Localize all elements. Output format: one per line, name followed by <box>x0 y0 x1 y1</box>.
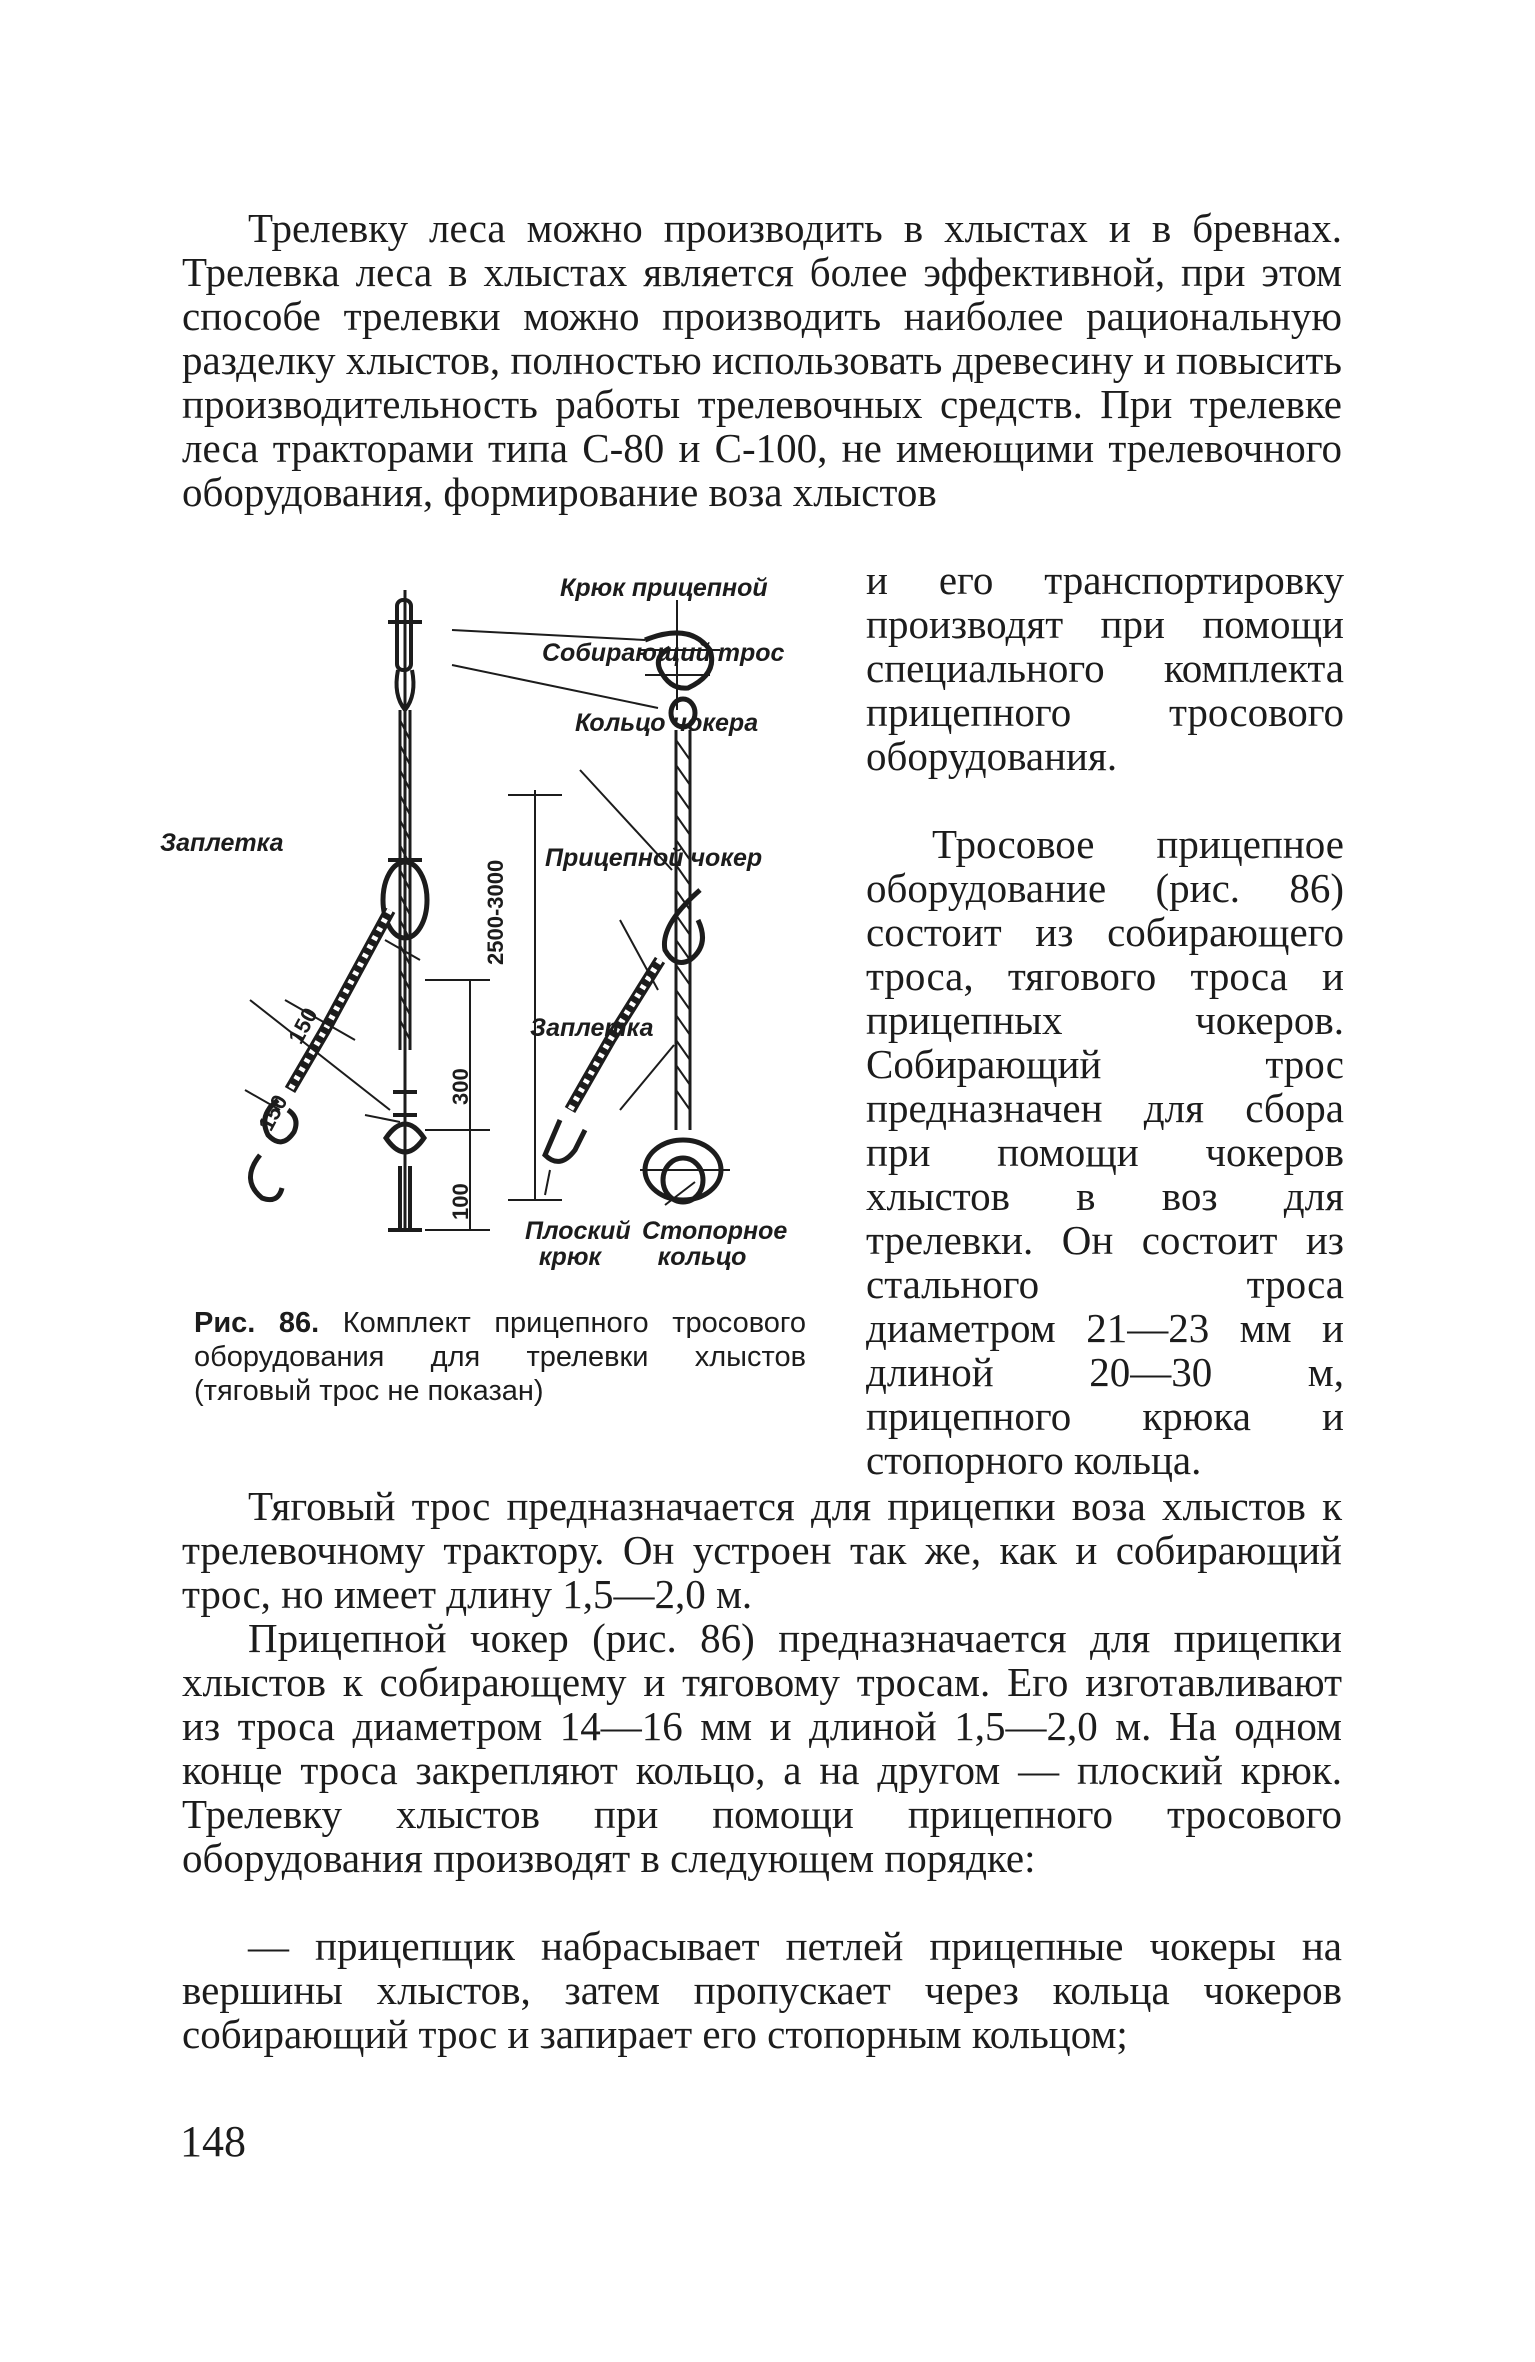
paragraph-procedure-step: — прицепщик набрасывает петлей прицепные чокеры на вершины хлыстов, затем пропускает через кольца чокеров собирающий трос и запирает его стопорным кольцом; <box>182 1923 1342 2057</box>
paragraph-right-1: и его транспортировку производят при помощи специального комплекта прицепного тросового оборудования. <box>866 557 1344 779</box>
label-stop-ring: Стопорное кольцо <box>642 1217 788 1271</box>
caption-text: Комплект прицепного тросового оборудования для трелевки хлыстов (тяговый трос не показан) <box>194 1307 806 1407</box>
dim-length: 2500-3000 <box>483 859 508 965</box>
paragraph-traction-rope: Тяговый трос предназначается для прицепки воза хлыстов к трелевочному трактору. Он устроен так же, как и собирающий трос, но имеет длину 1,5—2,0 м. <box>182 1483 1342 1617</box>
figure-86 <box>160 570 840 1300</box>
figure-drawing <box>190 570 840 1300</box>
caption-label: Рис. 86. <box>194 1307 320 1339</box>
label-splice-right: Заплетка <box>530 1014 654 1042</box>
paragraph-right-2: Тросовое прицепное оборудование (рис. 86) состоит из собирающего троса, тягового троса и прицепных чокеров. Собирающий трос предназначен для сбора при помощи чокеров хлыстов в воз для трелевки. Он состоит из стального троса диаметром 21—23 мм и длиной 20—30 м, прицепного крюка и стопорного кольца. <box>866 821 1344 1483</box>
dim-150-lower: 150 <box>253 1090 293 1135</box>
label-splice-left: Заплетка <box>160 829 284 857</box>
label-collecting-rope: Собирающий трос <box>542 639 785 667</box>
paragraph-intro <box>182 206 1342 514</box>
label-choker-ring: Кольцо чокера <box>575 709 759 737</box>
paragraph-intro-text: Трелевку леса можно производить в хлыстах и в бревнах. Трелевка леса в хлыстах является более эффективной, при этом способе трелевки можно производить наиболее рациональную разделку хлыстов, полностью использовать древесину и повысить производительность работы трелевочных средств. При трелевке леса тракторами типа С-80 и С-100, не имеющими трелевочного оборудования, формирование воза хлыстов <box>182 205 1342 515</box>
label-flat-hook: Плоский крюк <box>525 1217 631 1271</box>
dim-100: 100 <box>448 1183 473 1220</box>
label-hook: Крюк прицепной <box>560 574 768 602</box>
paragraph-choker: Прицепной чокер (рис. 86) предназначается для прицепки хлыстов к собирающему и тяговому тросам. Его изготавливают из троса диаметром 14—16 мм и длиной 1,5—2,0 м. На одном конце троса закрепляют кольцо, а на другом — плоский крюк. Трелевку хлыстов при помощи прицепного тросового оборудования производят в следующем порядке: <box>182 1615 1342 1881</box>
dim-150-upper: 150 <box>283 1003 323 1048</box>
page-number: 148 <box>180 2117 246 2166</box>
label-choker: Прицепной чокер <box>545 844 763 872</box>
dim-300: 300 <box>448 1068 473 1105</box>
figure-caption <box>194 1306 806 1408</box>
